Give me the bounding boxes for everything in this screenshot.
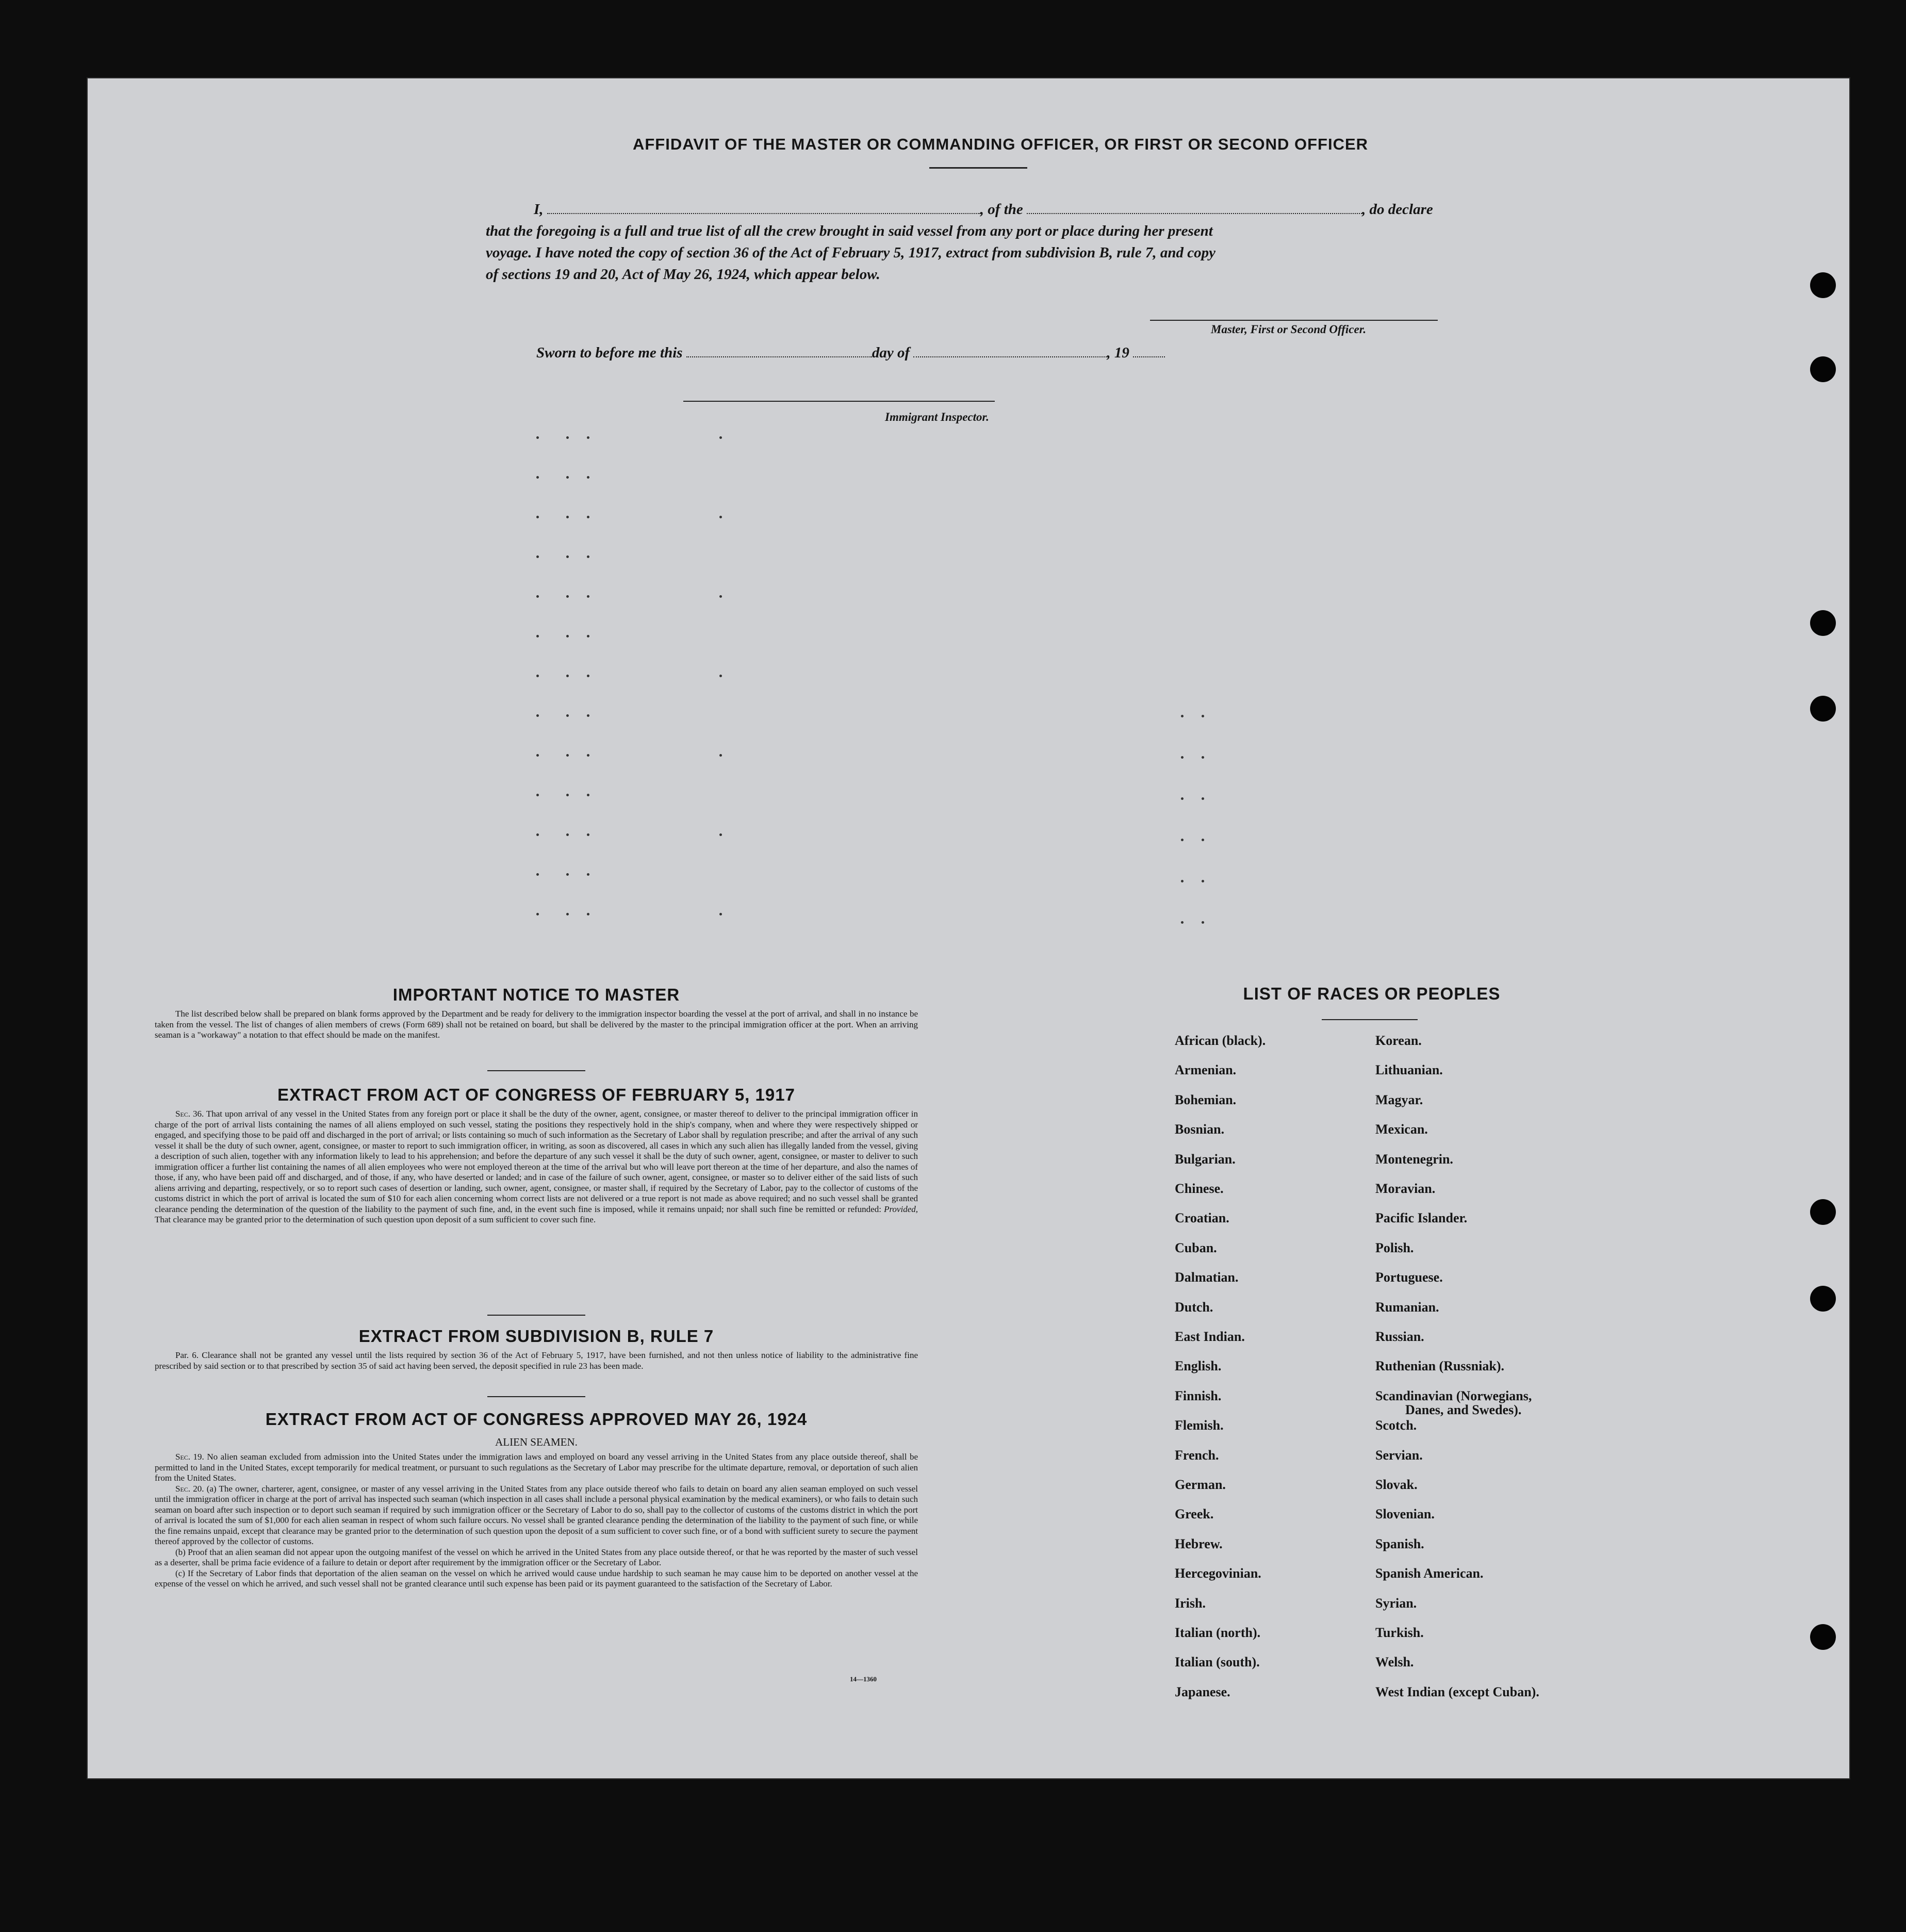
leader-dot: [566, 833, 569, 836]
race-item: Moravian.: [1375, 1181, 1436, 1196]
race-item: Welsh.: [1375, 1655, 1414, 1670]
leader-dot: [1181, 921, 1184, 924]
leader-dot: [536, 913, 539, 915]
leader-dot: [587, 555, 589, 558]
inspector-line[interactable]: [683, 401, 995, 402]
leader-dot: [1202, 921, 1204, 924]
race-item: Portuguese.: [1375, 1270, 1443, 1285]
leader-dot: [587, 913, 589, 915]
leader-dot: [587, 714, 589, 717]
race-item: Ruthenian (Russniak).: [1375, 1358, 1504, 1374]
races-rule: [1322, 1019, 1418, 1020]
leader-dot: [1181, 880, 1184, 882]
leader-dot: [566, 555, 569, 558]
extract-1917-title: EXTRACT FROM ACT OF CONGRESS OF FEBRUARY 5, 1917: [277, 1085, 795, 1104]
leader-dot: [587, 516, 589, 518]
leader-dot: [719, 675, 722, 677]
leader-dot: [1202, 797, 1204, 800]
race-item: Scandinavian (Norwegians,: [1375, 1388, 1532, 1403]
punch-hole: [1810, 1624, 1836, 1650]
extract-1924-subtitle: ALIEN SEAMEN.: [495, 1436, 578, 1448]
race-item: Armenian.: [1175, 1062, 1237, 1078]
name-blank[interactable]: [547, 204, 980, 214]
leader-dot: [566, 476, 569, 479]
race-item: French.: [1175, 1447, 1219, 1463]
race-item: Bosnian.: [1175, 1122, 1225, 1137]
leader-dot: [536, 595, 539, 598]
leader-dot: [566, 436, 569, 439]
race-item: Cuban.: [1175, 1240, 1217, 1255]
leader-dot: [587, 794, 589, 796]
race-item: Magyar.: [1375, 1092, 1423, 1107]
leader-dot: [536, 873, 539, 876]
leader-dot: [536, 754, 539, 757]
leader-dot: [536, 675, 539, 677]
leader-dot: [566, 873, 569, 876]
race-item: Finnish.: [1175, 1388, 1222, 1403]
race-item: Montenegrin.: [1375, 1151, 1453, 1167]
race-item-continuation: Danes, and Swedes).: [1405, 1402, 1522, 1417]
extract-1924-body: Sec. 19. No alien seaman excluded from admission into the United States under the immigration laws and employed on board any vessel arriving in the United States from any place outside thereof, shall be permitted to land in the United States, except temporarily for medical treatment, or pursuant to such regulations as the Secretary of Labor may prescribe for the ultimate departure, removal, or deportation of such alien from the United States. Sec. 20. (a) The owner, charterer, agent, consignee, or master of any vessel arriving in the United States from any place outside thereof who fails to detain on board any alien seaman employed on such vessel until the immigration officer in charge at the port of arrival has inspected such seaman (which inspection in all cases shall include a personal physical examination by the medical examiners), or who fails to detain such seaman on board after such inspection or to deport such seaman if required by such immigration officer or the Secretary of Labor to do so, shall pay to the collector of customs of the customs district in which the port of arrival is located the sum of $1,000 for each alien seaman in respect of whom such failure occurs. No vessel shall be granted clearance pending the determination of the liability to the payment of such fine, or while the fine remains unpaid, except that clearance may be granted prior to the determination of such question upon the deposit of a sum sufficient to cover such fine, or of a bond with sufficient surety to secure the payment thereof approved by the collector of customs. (b) Proof that an alien seaman did not appear upon the outgoing manifest of the vessel on which he arrived in the United States from any place outside thereof, or that he was reported by the master of such vessel as a deserter, shall be prima facie evidence of a failure to detain or deport after requirement by the immigration officer or the Secretary of Labor. (c) If the Secretary of Labor finds that deportation of the alien seaman on the vessel on which he arrived would cause undue hardship to such seaman he may cause him to be deported on another vessel at the expense of the vessel on which he arrived, and such vessel shall not be granted clearance until such expense has been paid or its payment guaranteed to the satisfaction of the Secretary of Labor.: [155, 1452, 918, 1589]
race-item: Dalmatian.: [1175, 1270, 1239, 1285]
race-item: Scotch.: [1375, 1418, 1417, 1433]
leader-dot: [566, 595, 569, 598]
leader-dot: [719, 436, 722, 439]
leader-dot: [566, 754, 569, 757]
race-item: Irish.: [1175, 1595, 1206, 1611]
leader-dot: [536, 476, 539, 479]
leader-dot: [587, 873, 589, 876]
punch-hole: [1810, 356, 1836, 382]
leader-dot: [536, 833, 539, 836]
race-item: Italian (south).: [1175, 1655, 1260, 1670]
leader-dot: [536, 555, 539, 558]
title-rule: [929, 167, 1027, 169]
leader-dot: [1202, 839, 1204, 841]
race-item: Pacific Islander.: [1375, 1210, 1468, 1226]
rule7-title: EXTRACT FROM SUBDIVISION B, RULE 7: [358, 1327, 714, 1346]
leader-dot: [566, 675, 569, 677]
vessel-blank[interactable]: [1027, 204, 1362, 214]
race-item: Flemish.: [1175, 1418, 1224, 1433]
leader-dot: [719, 833, 722, 836]
race-item: Rumanian.: [1375, 1299, 1439, 1315]
race-item: Italian (north).: [1175, 1625, 1261, 1640]
race-item: Lithuanian.: [1375, 1062, 1443, 1078]
leader-dot: [536, 635, 539, 637]
race-item: Slovenian.: [1375, 1507, 1435, 1522]
race-item: Hercegovinian.: [1175, 1566, 1261, 1581]
notice-title: IMPORTANT NOTICE TO MASTER: [392, 985, 680, 1004]
sworn-month-blank[interactable]: [913, 348, 1107, 357]
leader-dot: [587, 436, 589, 439]
punch-hole: [1810, 1286, 1836, 1312]
race-item: Korean.: [1375, 1033, 1422, 1048]
race-item: Syrian.: [1375, 1595, 1417, 1611]
punch-hole: [1810, 696, 1836, 722]
punch-hole: [1810, 1199, 1836, 1225]
leader-dot: [536, 516, 539, 518]
punch-hole: [1810, 610, 1836, 636]
form-number: 14—1360: [850, 1675, 877, 1683]
leader-dot: [587, 635, 589, 637]
leader-dot: [566, 913, 569, 915]
leader-dot: [587, 595, 589, 598]
leader-dot: [536, 714, 539, 717]
race-item: Mexican.: [1375, 1122, 1428, 1137]
race-item: African (black).: [1175, 1033, 1266, 1048]
signature-label: Master, First or Second Officer.: [1211, 323, 1367, 336]
leader-dot: [719, 754, 722, 757]
section-rule: [487, 1396, 585, 1397]
signature-line[interactable]: [1150, 320, 1438, 321]
race-item: German.: [1175, 1477, 1226, 1492]
leader-dot: [536, 436, 539, 439]
race-item: Chinese.: [1175, 1181, 1224, 1196]
section-rule: [487, 1070, 585, 1071]
leader-dot: [566, 714, 569, 717]
leader-dot: [536, 794, 539, 796]
leader-dot: [587, 675, 589, 677]
race-item: West Indian (except Cuban).: [1375, 1684, 1539, 1699]
race-item: Hebrew.: [1175, 1536, 1223, 1551]
race-item: Spanish American.: [1375, 1566, 1484, 1581]
leader-dot: [1181, 797, 1184, 800]
leader-dot: [1181, 839, 1184, 841]
rule7-body: Par. 6. Clearance shall not be granted any vessel until the lists required by section 36 of the Act of February 5, 1917, have been furnished, and not then unless notice of liability to the administrative fine prescribed by said section or to that prescribed by section 35 of said act having been served, the deposit specified in rule 23 has been made.: [155, 1350, 918, 1371]
leader-dot: [587, 833, 589, 836]
extract-1924-title: EXTRACT FROM ACT OF CONGRESS APPROVED MAY 26, 1924: [265, 1410, 808, 1429]
race-item: Polish.: [1375, 1240, 1414, 1255]
leader-dot: [719, 913, 722, 915]
leader-dot: [587, 754, 589, 757]
affidavit-line2: that the foregoing is a full and true list of all the crew brought in said vessel from any port or place during her present: [486, 223, 1213, 239]
affidavit-title: AFFIDAVIT OF THE MASTER OR COMMANDING OFFICER, OR FIRST OR SECOND OFFICER: [632, 135, 1369, 153]
leader-dot: [719, 516, 722, 518]
race-item: Dutch.: [1175, 1299, 1213, 1315]
race-item: Bulgarian.: [1175, 1151, 1236, 1167]
race-item: Japanese.: [1175, 1684, 1230, 1699]
sworn-line: Sworn to before me this day of , 19: [536, 345, 1165, 362]
affidavit-line1: I, , of the , do declare: [534, 201, 1433, 218]
race-item: Servian.: [1375, 1447, 1423, 1463]
race-item: Turkish.: [1375, 1625, 1424, 1640]
extract-1917-body: Sec. 36. That upon arrival of any vessel in the United States from any foreign port or place it shall be the duty of the owner, agent, consignee, or master thereof to deliver to the principal immigration officer in charge of the port of arrival lists containing the names of all aliens employed on such vessel, stating the positions they respectively hold in the ship's company, when and where they were respectively shipped or engaged, and specifying those to be paid off and discharged in the port of arrival; or lists containing so much of such information as the Secretary of Labor shall by regulation prescribe; and after the arrival of any such vessel it shall be the duty of such owner, agent, consignee, or master to report to such immigration officer, in writing, as soon as discovered, all cases in which any such alien has illegally landed from the vessel, giving a description of such alien, together with any information likely to lead to his apprehension; and before the departure of any such vessel it shall be the duty of such owner, agent, consignee, or master to deliver to such immigration officer a further list containing the names of all alien employees who were not employed thereon at the time of the arrival but who will leave port thereon at the time of her departure, and also the names of those, if any, who have been paid off and discharged, and of those, if any, who have deserted or landed; and in case of the failure of such owner, agent, consignee, or master so to deliver either of the said lists of such aliens arriving and departing, respectively, or so to report such cases of desertion or landing, such owner, agent, consignee, or master shall, if required by the Secretary of Labor, pay to the collector of customs of the customs district in which the port of arrival is located the sum of $10 for each alien concerning whom correct lists are not delivered or a true report is not made as above required; and no such vessel shall be granted clearance pending the determination of the question of the liability to the payment of such fine, and, in the event such fine is imposed, while it remains unpaid; nor shall such fine be remitted or refunded: Provided, That clearance may be granted prior to the determination of such question upon deposit of a sum sufficient to cover such fine.: [155, 1109, 918, 1224]
leader-dot: [1181, 756, 1184, 759]
section-rule: [487, 1315, 585, 1316]
leader-dot: [566, 635, 569, 637]
races-title: LIST OF RACES OR PEOPLES: [1243, 984, 1501, 1003]
race-item: Slovak.: [1375, 1477, 1418, 1492]
affidavit-line3: voyage. I have noted the copy of section 36 of the Act of February 5, 1917, extract from subdivision B, rule 7, and copy: [486, 244, 1215, 261]
leader-dot: [719, 595, 722, 598]
race-item: Bohemian.: [1175, 1092, 1237, 1107]
leader-dot: [1202, 715, 1204, 717]
race-item: Greek.: [1175, 1507, 1214, 1522]
inspector-label: Immigrant Inspector.: [885, 411, 989, 423]
sworn-year-blank[interactable]: [1133, 348, 1165, 357]
leader-dot: [587, 476, 589, 479]
leader-dot: [1202, 756, 1204, 759]
race-item: East Indian.: [1175, 1329, 1245, 1344]
sworn-day-blank[interactable]: [686, 348, 872, 357]
race-item: English.: [1175, 1358, 1222, 1374]
leader-dot: [1202, 880, 1204, 882]
race-item: Croatian.: [1175, 1210, 1229, 1226]
leader-dot: [566, 516, 569, 518]
leader-dot: [1181, 715, 1184, 717]
punch-hole: [1810, 272, 1836, 298]
notice-body: The list described below shall be prepared on blank forms approved by the Department and be ready for delivery to the immigration inspector boarding the vessel at the port of arrival, and shall in no instance be taken from the vessel. The list of changes of alien members of crews (Form 689) shall not be retained on board, but shall be delivered by the master to the principal immigration officer at the port. When an arriving seaman is a "workaway" a notation to that effect should be made on the manifest.: [155, 1009, 918, 1040]
affidavit-line4: of sections 19 and 20, Act of May 26, 1924, which appear below.: [486, 266, 880, 283]
race-item: Russian.: [1375, 1329, 1424, 1344]
leader-dot: [566, 794, 569, 796]
race-item: Spanish.: [1375, 1536, 1424, 1551]
